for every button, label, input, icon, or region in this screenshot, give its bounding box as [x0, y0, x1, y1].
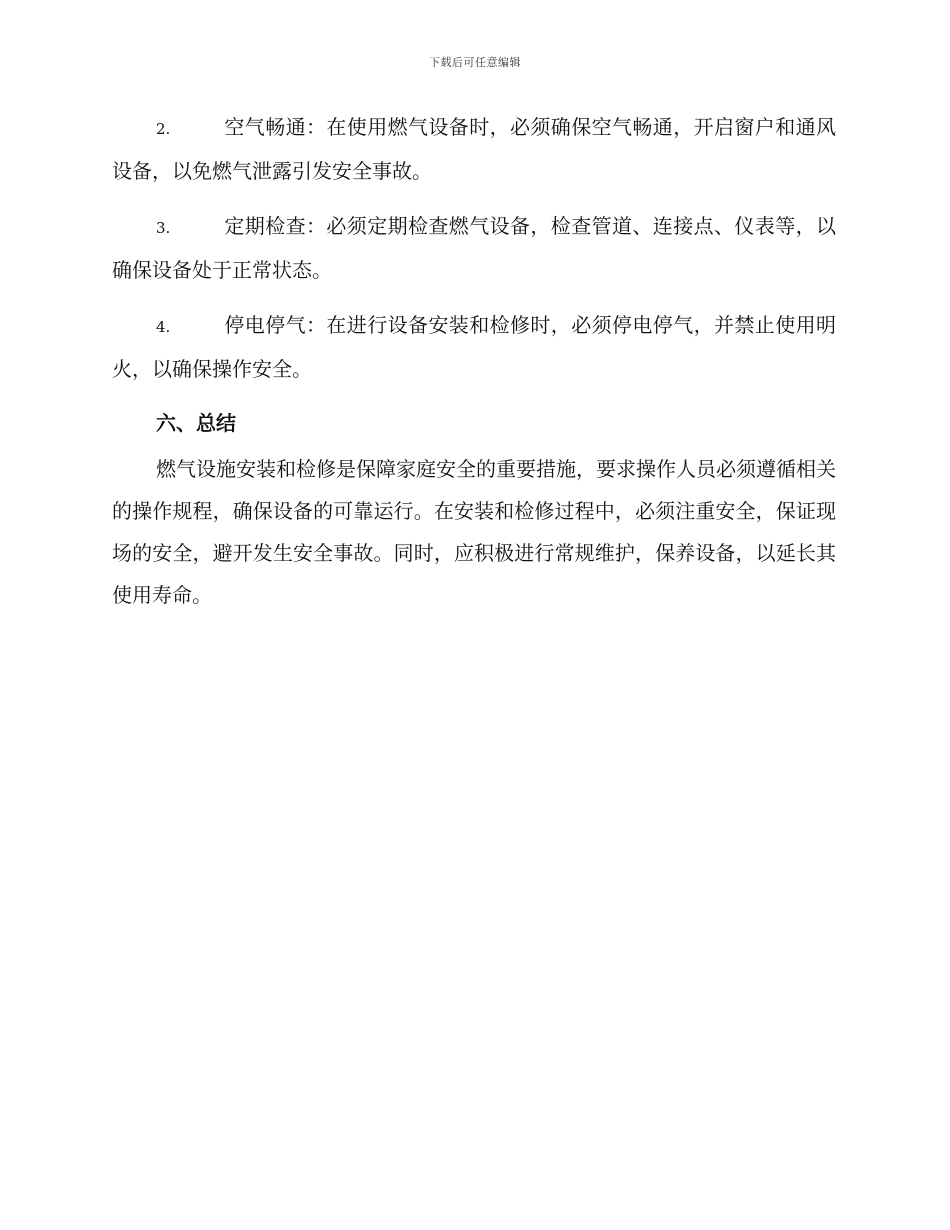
list-item-number: 2.: [156, 120, 171, 138]
list-item-text: 空气畅通：在使用燃气设备时，必须确保空气畅通，开启窗户和通风设备，以免燃气泄露引发安全事故。: [112, 115, 836, 183]
document-body: [112, 106, 836, 616]
header-note: 下载后可任意编辑: [429, 56, 521, 69]
summary-paragraph: 燃气设施安装和检修是保障家庭安全的重要措施，要求操作人员必须遵循相关的操作规程，确保设备的可靠运行。在安装和检修过程中，必须注重安全，保证现场的安全，避开发生安全事故。同时，应积极进行常规维护，保养设备，以延长其使用寿命。: [112, 457, 836, 607]
list-item-text: 停电停气：在进行设备安装和检修时，必须停电停气，并禁止使用明火，以确保操作安全。: [112, 313, 836, 381]
section-heading: 六、总结: [156, 411, 236, 435]
list-item-number: 4.: [156, 318, 171, 336]
list-item-number: 3.: [156, 219, 171, 237]
list-item-text: 定期检查：必须定期检查燃气设备，检查管道、连接点、仪表等，以确保设备处于正常状态。: [112, 214, 836, 282]
list-item: [112, 304, 836, 390]
list-item: [112, 205, 836, 291]
list-item: [112, 106, 836, 192]
